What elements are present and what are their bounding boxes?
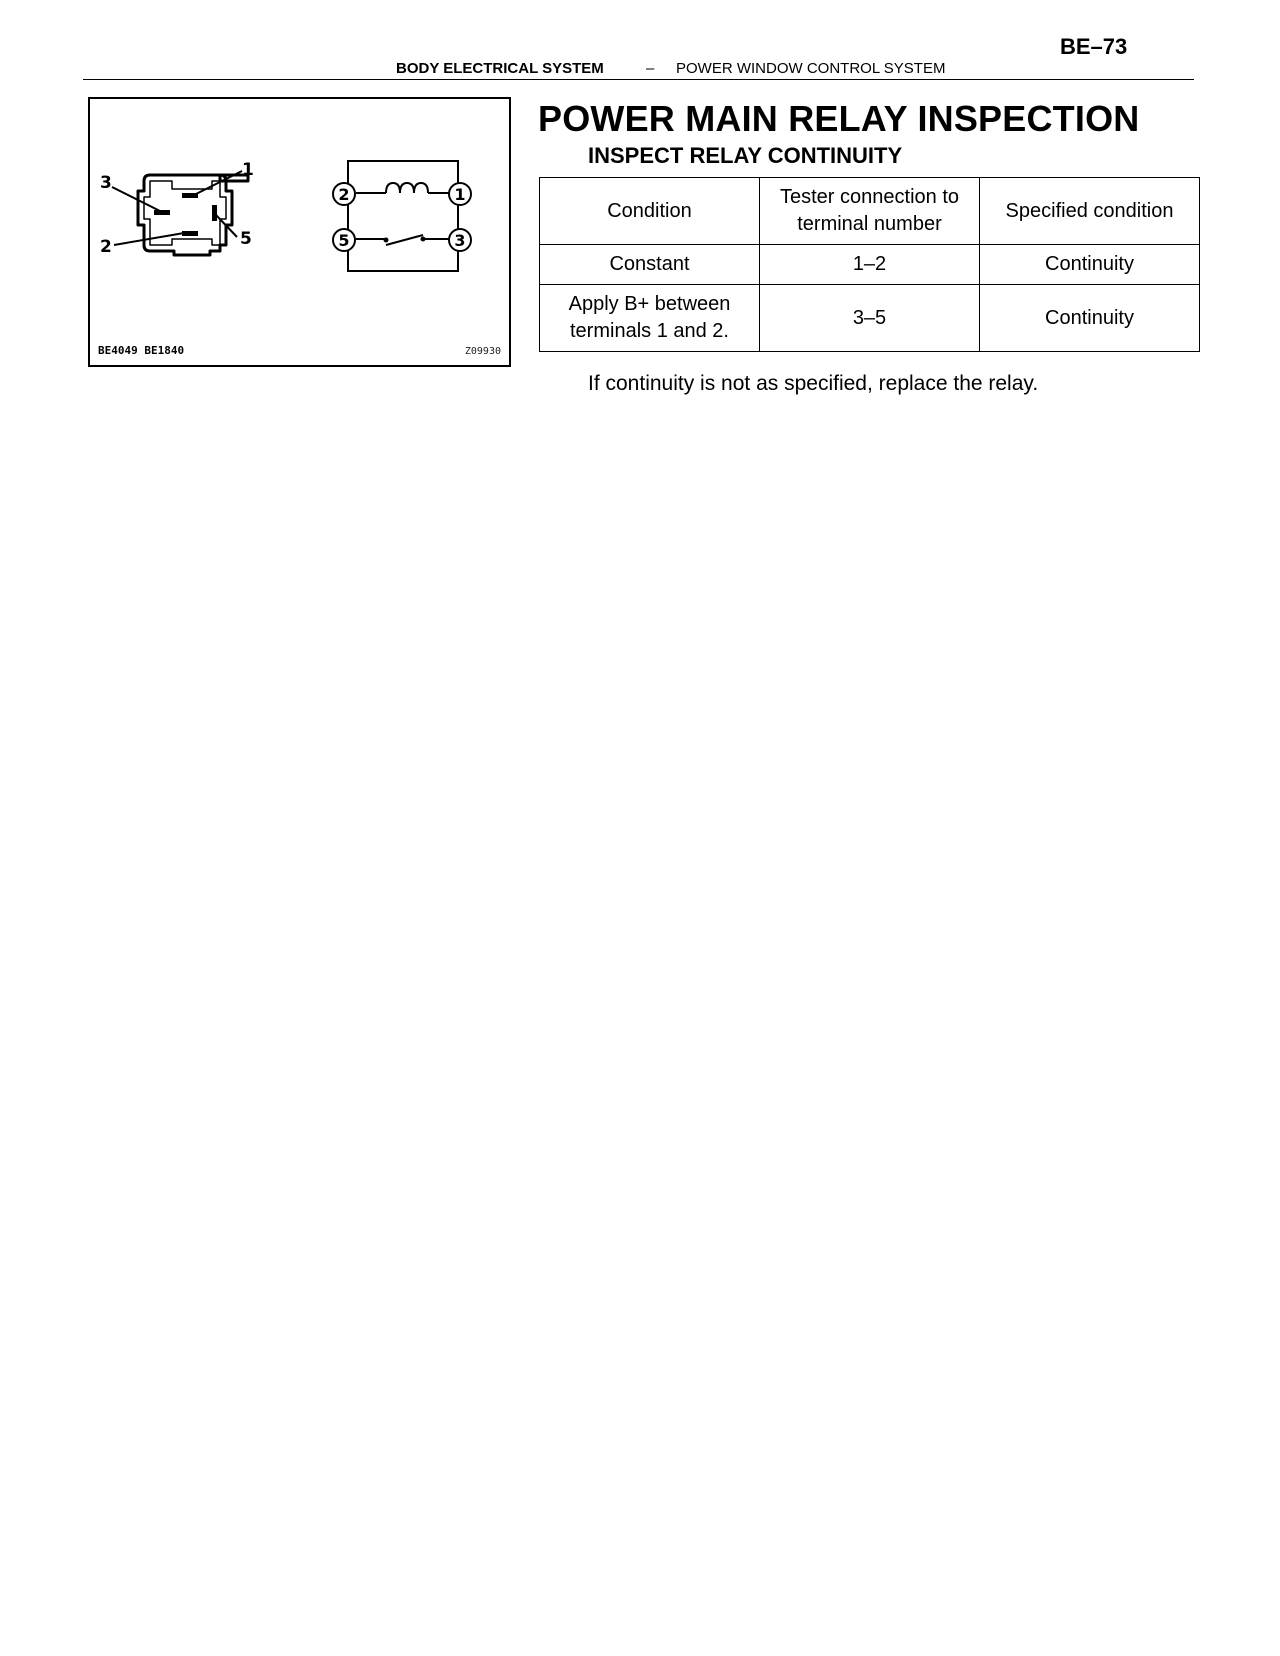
connector-label-1: 1 [242,160,254,180]
relay-circuit-schematic [348,161,458,271]
connector-label-2: 2 [100,237,112,257]
table-cell: Apply B+ between terminals 1 and 2. [540,285,760,352]
connector-terminal-3 [154,210,170,215]
header-chapter: POWER WINDOW CONTROL SYSTEM [676,60,946,77]
circuit-terminal-1: 1 [454,185,466,204]
table-cell: 3–5 [760,285,980,352]
figure-code-right: Z09930 [464,346,501,357]
page-number: BE–73 [1060,34,1128,59]
table-cell: Constant [540,245,760,285]
replacement-note: If continuity is not as specified, replace the relay. [588,372,1039,395]
header-separator: – [646,60,655,77]
connector-terminal-5 [212,205,217,221]
relay-continuity-table [539,177,1200,352]
page-title: POWER MAIN RELAY INSPECTION [538,98,1140,139]
relay-figure [88,97,511,367]
connector-terminal-2 [182,231,198,236]
header-section: BODY ELECTRICAL SYSTEM [396,60,604,77]
table-cell: Continuity [980,245,1200,285]
header-rule [83,79,1194,80]
table-header-cell: Condition [540,178,760,245]
coil-symbol [386,183,428,193]
table-header-cell: Specified condition [980,178,1200,245]
table-cell: 1–2 [760,245,980,285]
relay-diagram [90,99,509,365]
circuit-terminal-2: 2 [338,185,350,204]
table-row [540,245,1200,285]
switch-contact-left [384,238,389,243]
figure-code-left: BE4049 BE1840 [98,344,185,357]
connector-label-5: 5 [240,229,252,249]
section-subtitle: INSPECT RELAY CONTINUITY [588,143,903,168]
table-row [540,285,1200,352]
circuit-terminal-3: 3 [454,231,466,250]
circuit-terminal-5: 5 [338,231,350,250]
connector-label-3: 3 [100,173,112,193]
table-header-cell: Tester connection to terminal number [760,178,980,245]
switch-contact-right [421,237,426,242]
switch-blade [386,235,423,245]
circuit-frame [348,161,458,271]
table-header-row [540,178,1200,245]
table-cell: Continuity [980,285,1200,352]
